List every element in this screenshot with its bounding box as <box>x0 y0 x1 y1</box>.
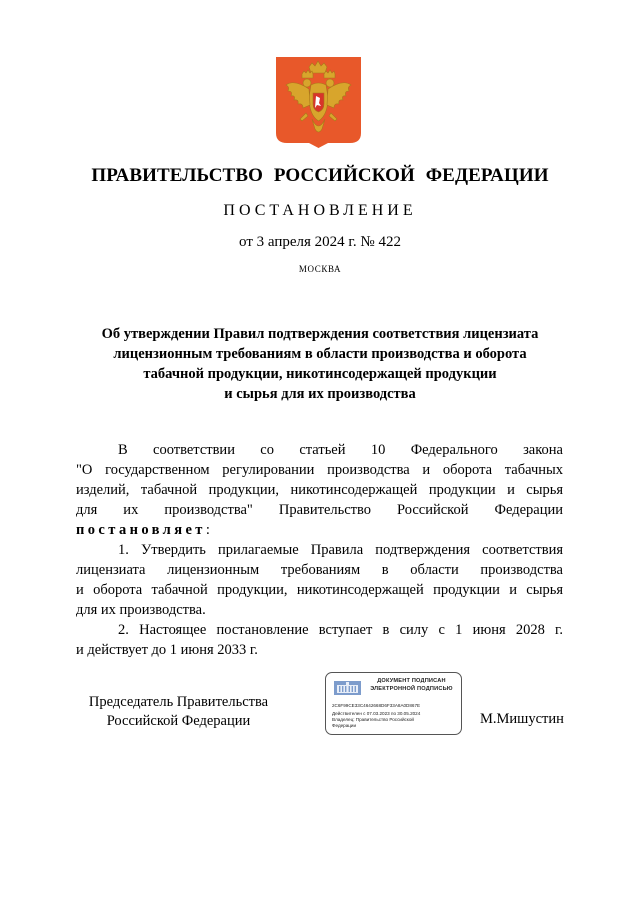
stamp-owner: Федерации <box>332 723 357 728</box>
signer-post-line: Российской Федерации <box>106 713 251 729</box>
government-title: ПРАВИТЕЛЬСТВО РОССИЙСКОЙ ФЕДЕРАЦИИ <box>91 165 549 186</box>
preamble-line: "О государственном регулировании производства и оборота табачных <box>76 462 563 478</box>
stamp-heading: ЭЛЕКТРОННОЙ ПОДПИСЬЮ <box>370 686 453 692</box>
resolves-word: постановляет <box>76 522 206 538</box>
subject-line: табачной продукции, никотинсодержащей продукции <box>143 366 497 382</box>
resolves-line <box>76 520 563 540</box>
resolves-colon: : <box>205 522 210 538</box>
item1-line: и оборота табачной продукции, никотинсодержащей продукции и сырья <box>76 582 563 598</box>
document-type: ПОСТАНОВЛЕНИЕ <box>223 202 417 219</box>
document-date-number: от 3 апреля 2024 г. № 422 <box>239 234 401 250</box>
subject-line: лицензионным требованиям в области производства и оборота <box>113 346 527 362</box>
item1-line: 1. Утвердить прилагаемые Правила подтверждения соответствия <box>118 542 563 558</box>
stamp-validity: Действителен с 07.03.2023 по 30.05.2024 <box>332 711 421 716</box>
signer-name: М.Мишустин <box>480 711 564 727</box>
item2-line: 2. Настоящее постановление вступает в силу с 1 июня 2028 г. <box>118 622 563 638</box>
signer-post <box>76 693 281 731</box>
signer-post-line: Председатель Правительства <box>88 694 269 710</box>
stamp-certificate: 2C6F99CE33C4642668D6F33A8A0D867E <box>332 703 421 708</box>
electronic-signature-stamp <box>325 672 462 735</box>
item1-line: лицензиата лицензионным требованиям в области производства <box>76 562 563 578</box>
preamble-line: для их производства" Правительство Российской Федерации <box>76 502 563 518</box>
subject-line: и сырья для их производства <box>224 386 416 402</box>
preamble-line: изделий, табачной продукции, никотинсодержащей продукции и сырья <box>76 482 563 498</box>
item2-line: и действует до 1 июня 2033 г. <box>76 642 258 658</box>
item1-line: для их производства. <box>76 602 206 618</box>
document-body <box>76 440 563 660</box>
russian-coat-of-arms-icon <box>276 57 361 148</box>
document-subject <box>0 324 640 404</box>
preamble-line: В соответствии со статьей 10 Федерального закона <box>118 442 563 458</box>
subject-line: Об утверждении Правил подтверждения соответствия лицензиата <box>101 326 539 342</box>
government-building-icon <box>334 681 361 695</box>
stamp-heading: ДОКУМЕНТ ПОДПИСАН <box>377 678 446 684</box>
document-city: МОСКВА <box>298 264 342 274</box>
stamp-owner: Владелец: Правительство Российской <box>332 717 414 722</box>
